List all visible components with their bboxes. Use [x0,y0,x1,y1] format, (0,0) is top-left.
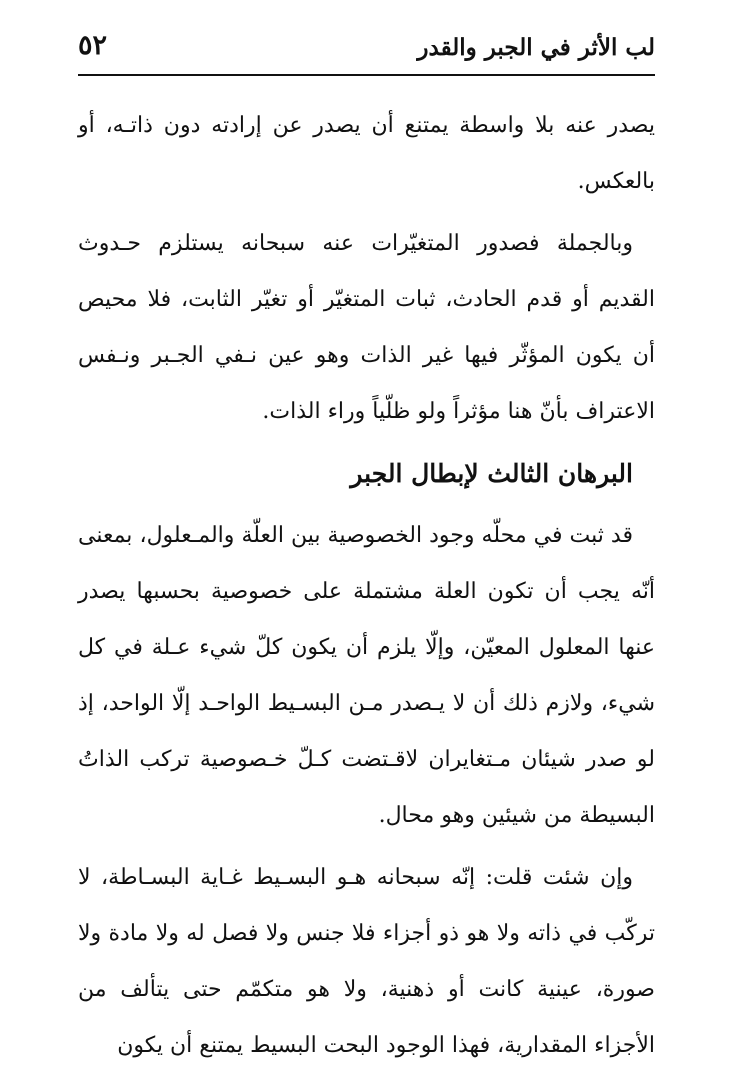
paragraph-2: وبالجملة فصدور المتغيّرات عنه سبحانه يستلزم حـدوث القديم أو قدم الحادث، ثبات المتغيّر أو تغيّر الثابت، فلا محيص أن يكون المؤثّر فيها غير الذات وهو عين نـفي الجـبر ونـفس الاعتراف بأنّ هنا مؤثراً ولو ظلّياً وراء الذات. [78,231,655,424]
header-rule [78,74,655,76]
paragraph-1: يصدر عنه بلا واسطة يمتنع أن يصدر عن إرادته دون ذاتـه، أو بالعكس. [78,113,655,194]
paragraph-4: وإن شئت قلت: إنّه سبحانه هـو البسـيط غـاية البسـاطة، لا تركّب في ذاته ولا هو ذو أجزاء فلا جنس ولا فصل له ولا مادة ولا صورة، عينية كانت أو ذهنية، ولا هو متكمّم حتى يتألف من الأجزاء المقدارية، فهذا الوجود البحت البسيط يمتنع أن يكون [78,865,655,1058]
running-header [78,30,655,70]
section-heading: البرهان الثالث لإبطال الجبر [350,459,633,488]
paragraph-3: قد ثبت في محلّه وجود الخصوصية بين العلّة والمـعلول، بمعنى أنّه يجب أن تكون العلة مشتملة على خصوصية بحسبها يصدر عنها المعلول المعيّن، وإلّا يلزم أن يكون كلّ شيء عـلة في كل شيء، ولازم ذلك أن لا يـصدر مـن البسـيط الواحـد إلّا الواحد، إذ لو صدر شيئان مـتغايران لاقـتضت كـلّ خـصوصية تركب الذاتُ البسيطة من شيئين وهو محال. [78,523,655,828]
body-text [78,98,655,1074]
running-title: لب الأثر في الجبر والقدر [417,34,655,61]
page-number: ٥٢ [78,30,108,61]
